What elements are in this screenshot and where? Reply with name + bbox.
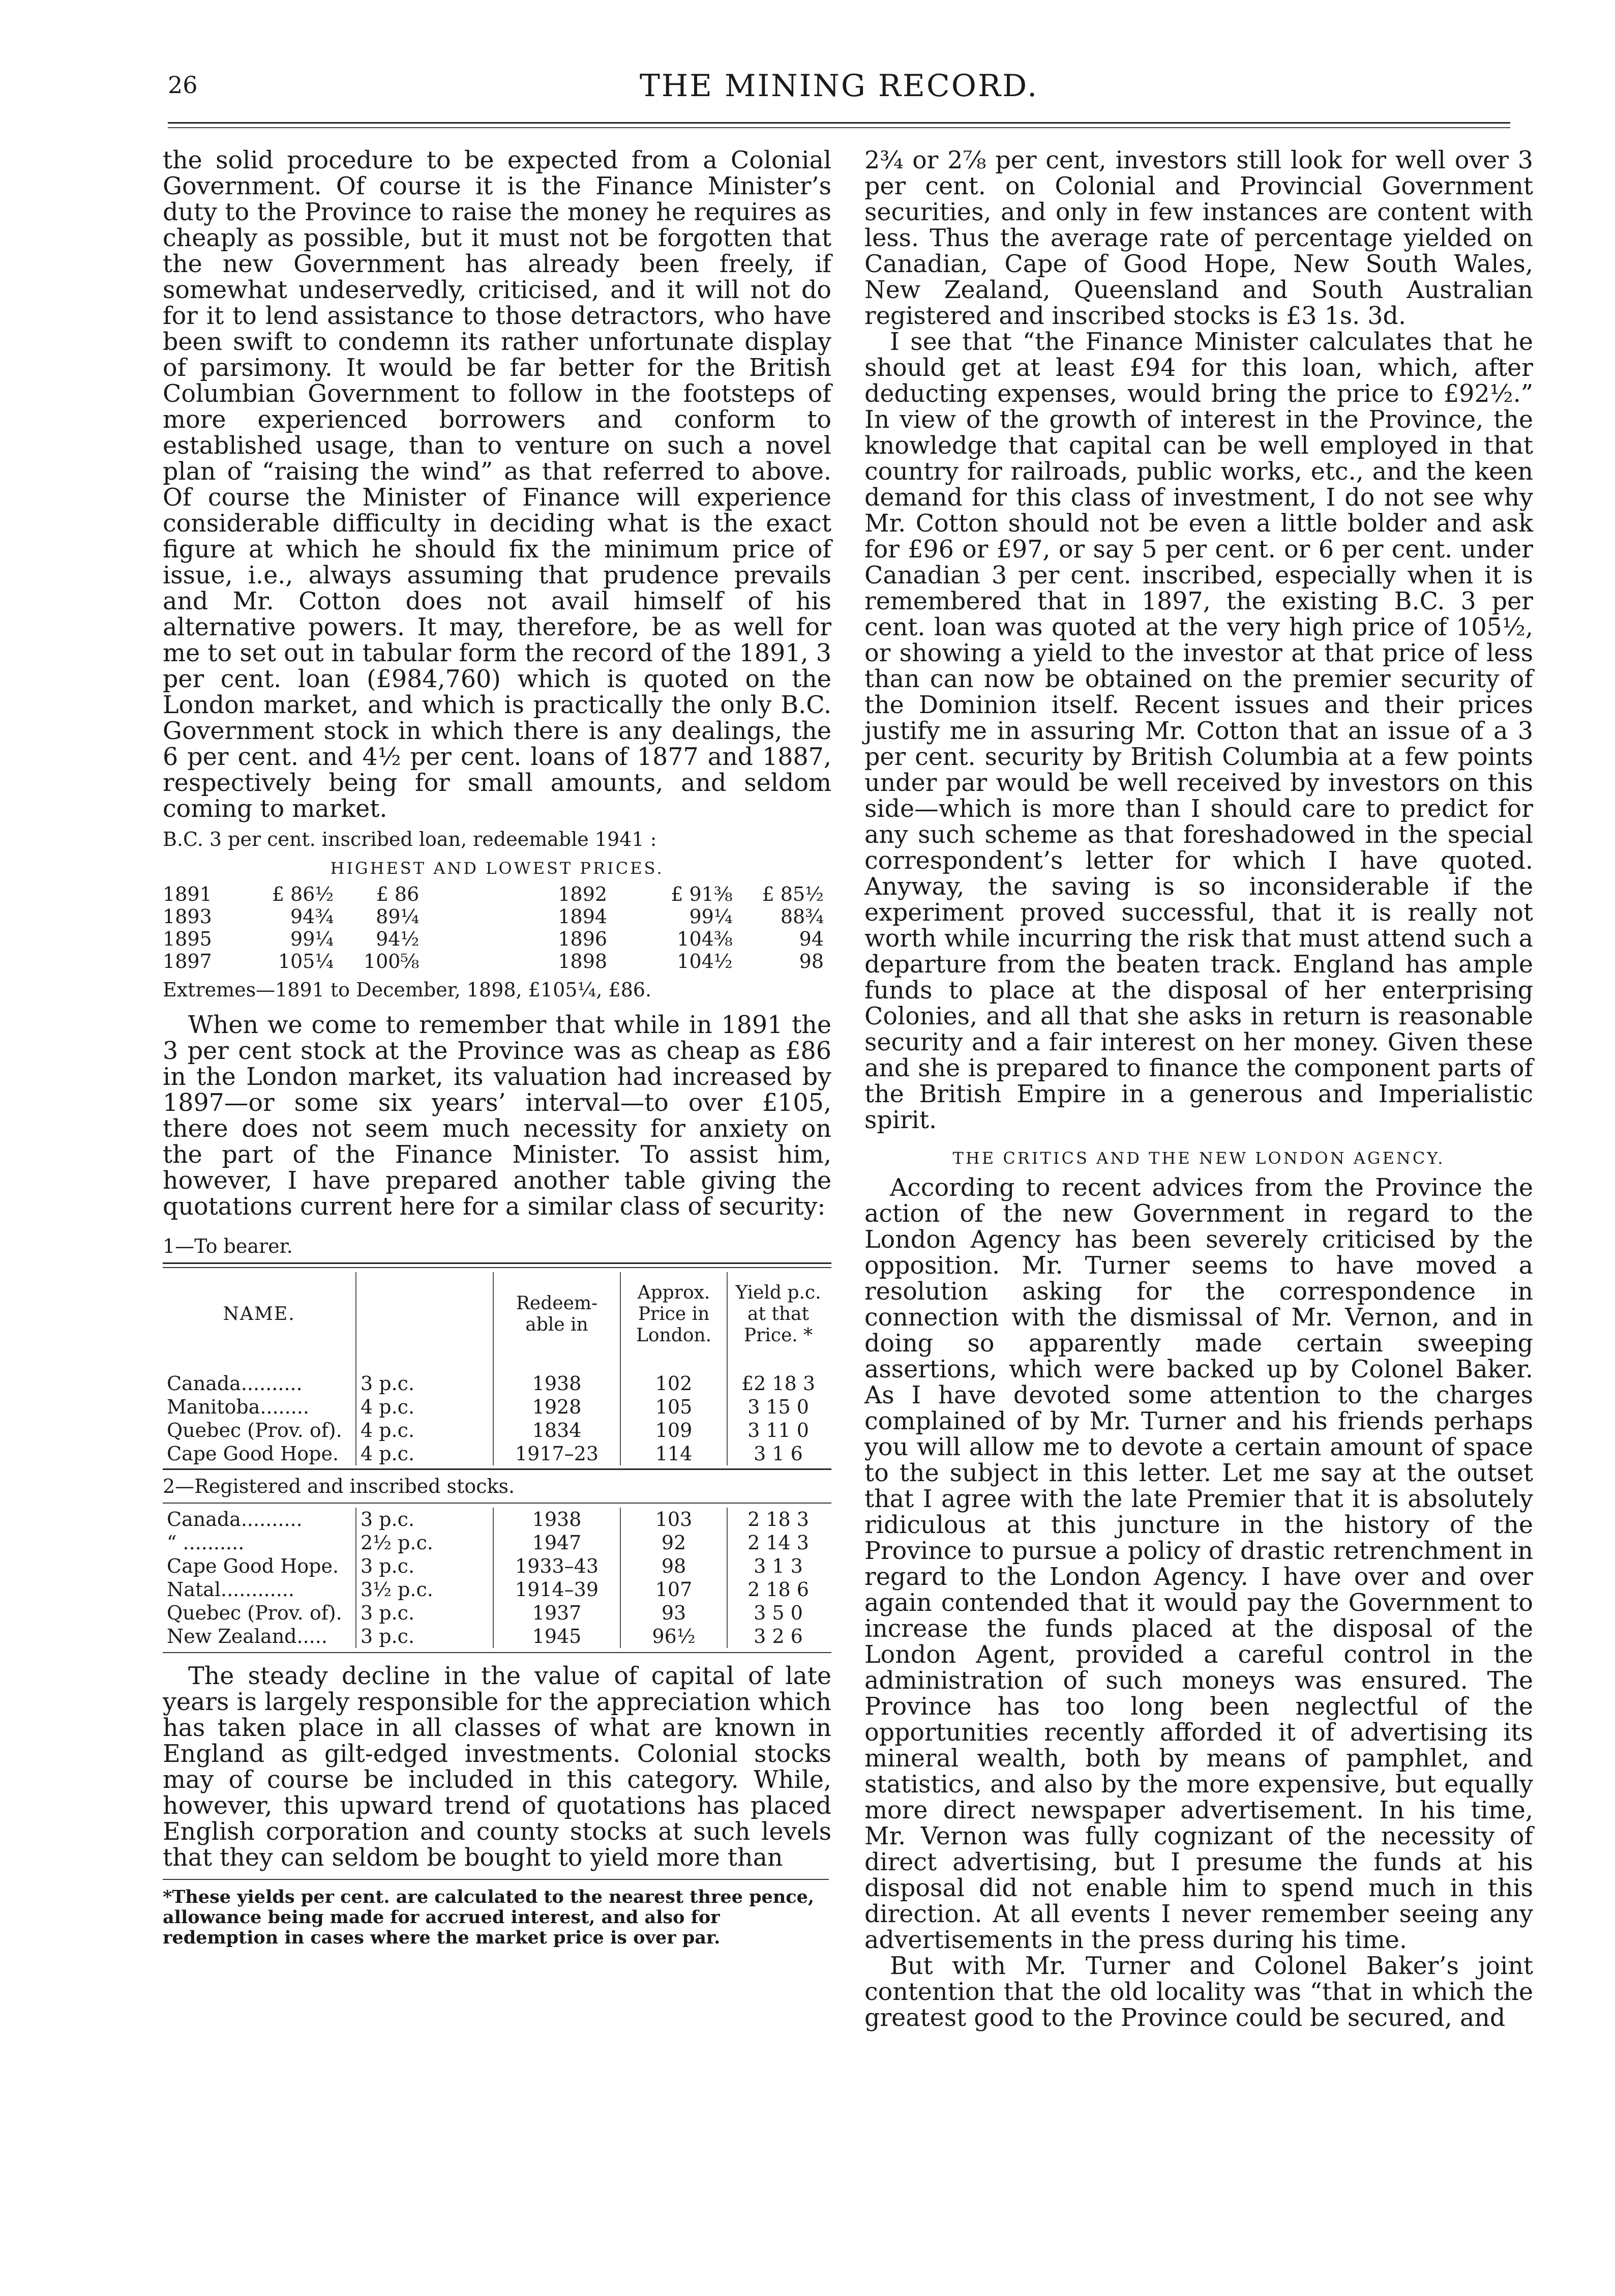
security-price: 98 [620,1554,727,1578]
security-redeemable: 1917–23 [493,1442,620,1465]
registered-table [163,1508,829,1648]
security-rate: 3 p.c. [356,1554,493,1578]
col-name-header: NAME. [163,1272,356,1372]
price-year: 1895 [163,928,212,950]
bearer-row [163,1395,829,1419]
security-price: 102 [620,1372,727,1395]
left-column [163,148,831,1948]
security-redeemable: 1945 [493,1625,620,1648]
security-redeemable: 1938 [493,1372,620,1395]
price-low: 94 [799,928,824,950]
registered-label: 2—Registered and inscribed stocks. [163,1475,515,1497]
security-rate: 3½ p.c. [356,1578,493,1601]
security-rate: 3 p.c. [356,1372,493,1395]
col-rate-header [356,1272,493,1372]
security-redeemable: 1938 [493,1508,620,1531]
journal-title: THE MINING RECORD. [639,68,1039,104]
bearer-row [163,1372,829,1395]
right-paragraph-4: But with Mr. Turner and Colonel Baker’s joint contention that the old locality was “that in which the greatest good to the Province could be secured, and [864,1952,1533,2032]
col-yield-header: Yield p.c. at that Price. * [735,1282,821,1346]
security-yield: 2 18 6 [747,1578,809,1601]
security-name: Cape Good Hope. [163,1442,356,1465]
price-year: 1892 [558,883,608,905]
security-redeemable: 1834 [493,1419,620,1442]
footnote: *These yields per cent. are calculated to the nearest three pence, allowance being made for accrued interest, and also for redemption in cases where the market price is over par. [163,1887,815,1948]
price-row [163,950,824,973]
registered-row [163,1601,829,1625]
registered-row [163,1531,829,1554]
price-year: 1896 [558,928,608,950]
price-low: 89¼ [376,905,420,928]
security-yield: 3 1 3 [754,1555,803,1577]
security-price: 96½ [620,1625,727,1648]
security-price: 103 [620,1508,727,1531]
registered-row [163,1578,829,1601]
col-redeemable-header: Redeem- able in [493,1272,620,1372]
security-yield: 2 14 3 [747,1532,809,1554]
header-rule [168,122,1510,124]
security-redeemable: 1914–39 [493,1578,620,1601]
security-rate: 4 p.c. [356,1442,493,1465]
price-year: 1893 [163,905,212,928]
security-name: New Zealand..... [163,1625,356,1648]
price-high: 99¼ [689,905,733,928]
right-column [864,148,1533,2031]
security-name: Manitoba........ [163,1395,356,1419]
security-yield: 2 18 3 [747,1508,809,1530]
registered-row [163,1625,829,1648]
security-price: 107 [620,1578,727,1601]
security-rate: 3 p.c. [356,1601,493,1625]
price-row [163,928,824,950]
price-low: 100⅝ [363,950,420,973]
table-top-rule [163,1262,831,1264]
section-heading: THE CRITICS AND THE NEW LONDON AGENCY. [952,1149,1445,1168]
security-rate: 4 p.c. [356,1395,493,1419]
extremes-line: Extremes—1891 to December, 1898, £105¼, £86. [163,979,652,1001]
security-name: Cape Good Hope. [163,1554,356,1578]
registered-row [163,1508,829,1531]
bearer-row [163,1442,829,1465]
price-high: 104⅜ [677,928,733,950]
security-yield: 3 15 0 [747,1396,809,1418]
to-bearer-label: 1—To bearer. [163,1235,293,1257]
price-year: 1897 [163,950,212,973]
price-year: 1894 [558,905,608,928]
security-yield: 3 2 6 [754,1625,803,1647]
security-redeemable: 1947 [493,1531,620,1554]
price-table [163,883,824,973]
footnote-rule [163,1879,829,1880]
price-low: 94½ [376,928,420,950]
page-header [168,68,1510,112]
table-top-rule-2 [163,1267,831,1268]
price-year: 1891 [163,883,212,905]
price-high: 104½ [677,950,733,973]
price-low: 98 [799,950,824,973]
right-paragraph-1: 2¾ or 2⅞ per cent, investors still look for well over 3 per cent. on Colonial and Provincial Government securities, and only in few instances are content with less. Thus the average rate of percentage yielded on Canadian, Cape of Good Hope, New South Wales, New Zealand, Queensland and South Australian registered and inscribed stocks is £3 1s. 3d. [864,146,1533,330]
right-paragraph-3: According to recent advices from the Province the action of the new Government in regard to the London Agency has been severely criticised by the opposition. Mr. Turner seems to have moved a resolution asking for the correspondence in connection with the dismissal of Mr. Vernon, and in doing so apparently made certain sweeping assertions, which were backed up by Colonel Baker. As I have devoted some attention to the charges complained of by Mr. Turner and his friends perhaps you will allow me to devote a certain amount of space to the subject in this letter. Let me say at the outset that I agree with the late Premier that it is absolutely ridiculous at this juncture in the history of the Province to pursue a policy of drastic retrenchment in regard to the London Agency. I have over and over again contended that it would pay the Government to increase the funds placed at the disposal of the London Agent, provided a careful control in the administration of such moneys was ensured. The Province has too long been neglectful of the opportunities recently afforded it of advertising its mineral wealth, both by means of pamphlet, and statistics, and also by the more expensive, but equally more direct newspaper advertisement. In his time, Mr. Vernon was fully cognizant of the necessity of direct advertising, but I presume the funds at his disposal did not enable him to spend much in this direction. At all events I never remember seeing any advertisements in the press during his time. [864,1174,1533,1954]
security-price: 105 [620,1395,727,1419]
page-number: 26 [168,71,198,99]
prices-heading: HIGHEST AND LOWEST PRICES. [330,859,664,878]
price-low: £ 86 [376,883,420,905]
security-price: 93 [620,1601,727,1625]
price-high: £ 86½ [272,883,334,905]
price-high: 105¼ [278,950,334,973]
security-rate: 3 p.c. [356,1508,493,1531]
security-rate: 3 p.c. [356,1625,493,1648]
security-yield: 3 1 6 [754,1443,803,1465]
security-redeemable: 1937 [493,1601,620,1625]
securities-table [163,1272,829,1465]
security-redeemable: 1933–43 [493,1554,620,1578]
security-yield: £2 18 3 [741,1372,816,1395]
price-high: £ 91⅜ [671,883,733,905]
price-row [163,883,824,905]
price-row [163,905,824,928]
price-high: 99¼ [290,928,334,950]
registered-row [163,1554,829,1578]
security-name: “ .......... [163,1531,356,1554]
left-paragraph-1: the solid procedure to be expected from a Colonial Government. Of course it is the Finance Minister’s duty to the Province to raise the money he requires as cheaply as possible, but it must not be forgotten that the new Government has already been freely, if somewhat undeservedly, criticised, and it will not do for it to lend assistance to those detractors, who have been swift to condemn its rather unfortunate display of parsimony. It would be far better for the British Columbian Government to follow in the footsteps of more experienced borrowers and conform to established usage, than to venture on such a novel plan of “raising the wind” as that referred to above. Of course the Minister of Finance will experience considerable difficulty in deciding what is the exact figure at which he should fix the minimum price of issue, i.e., always assuming that prudence prevails and Mr. Cotton does not avail himself of his alternative powers. It may, therefore, be as well for me to set out in tabular form the record of the 1891, 3 per cent. loan (£984,760) which is quoted on the London market, and which is practically the only B.C. Government stock in which there is any dealings, the 6 per cent. and 4½ per cent. loans of 1877 and 1887, respectively being for small amounts, and seldom coming to market. [163,146,831,823]
security-name: Natal............ [163,1578,356,1601]
left-paragraph-2: When we come to remember that while in 1891 the 3 per cent stock at the Province was as cheap as £86 in the London market, its valuation had increased by 1897—or some six years’ interval—to over £105, there does not seem much necessity for anxiety on the part of the Finance Minister. To assist him, however, I have prepared another table giving the quotations current here for a similar class of security: [163,1011,831,1221]
security-name: Quebec (Prov. of). [163,1419,356,1442]
left-paragraph-3: The steady decline in the value of capital of late years is largely responsible for the appreciation which has taken place in all classes of what are known in England as gilt-edged investments. Colonial stocks may of course be included in this category. While, however, this upward trend of quotations has placed English corporation and county stocks at such levels that they can seldom be bought to yield more than [163,1662,831,1872]
security-yield: 3 11 0 [747,1419,809,1441]
loan-caption: B.C. 3 per cent. inscribed loan, redeemable 1941 : [163,828,657,850]
security-yield: 3 5 0 [754,1602,803,1624]
security-price: 114 [620,1442,727,1465]
table-bottom-rule [163,1652,831,1653]
security-name: Canada.......... [163,1508,356,1531]
security-name: Quebec (Prov. of). [163,1601,356,1625]
security-rate: 4 p.c. [356,1419,493,1442]
table-mid-rule-2 [163,1503,831,1504]
bearer-row [163,1419,829,1442]
price-low: 88¾ [780,905,824,928]
security-redeemable: 1928 [493,1395,620,1419]
right-paragraph-2: I see that “the Finance Minister calculates that he should get at least £94 for this loan, which, after deducting expenses, would bring the price to £92½.” In view of the growth of interest in the Province, the knowledge that capital can be well employed in that country for railroads, public works, etc., and the keen demand for this class of investment, I do not see why Mr. Cotton should not be even a little bolder and ask for £96 or £97, or say 5 per cent. or 6 per cent. under Canadian 3 per cent. inscribed, especially when it is remembered that in 1897, the existing B.C. 3 per cent. loan was quoted at the very high price of 105½, or showing a yield to the investor at that price of less than can now be obtained on the premier security of the Dominion itself. Recent issues and their prices justify me in assuring Mr. Cotton that an issue of a 3 per cent. security by British Columbia at a few points under par would be well received by investors on this side—which is more than I should care to predict for any such scheme as that foreshadowed in the special correspondent’s letter for which I have quoted. Anyway, the saving is so inconsiderable if the experiment proved successful, that it is really not worth while incurring the risk that must attend such a departure from the beaten track. England has ample funds to place at the disposal of her enterprising Colonies, and all that she asks in return is reasonable security and a fair interest on her money. Given these and she is prepared to finance the component parts of the British Empire in a generous and Imperialistic spirit. [864,328,1533,1134]
security-price: 109 [620,1419,727,1442]
col-price-header: Approx. Price in London. [620,1272,727,1372]
header-rule-double [168,127,1510,128]
price-high: 94¾ [290,905,334,928]
price-low: £ 85½ [762,883,824,905]
security-rate: 2½ p.c. [356,1531,493,1554]
table-mid-rule [163,1468,831,1470]
security-name: Canada.......... [163,1372,356,1395]
security-price: 92 [620,1531,727,1554]
price-year: 1898 [558,950,608,973]
securities-header-row [163,1272,829,1372]
